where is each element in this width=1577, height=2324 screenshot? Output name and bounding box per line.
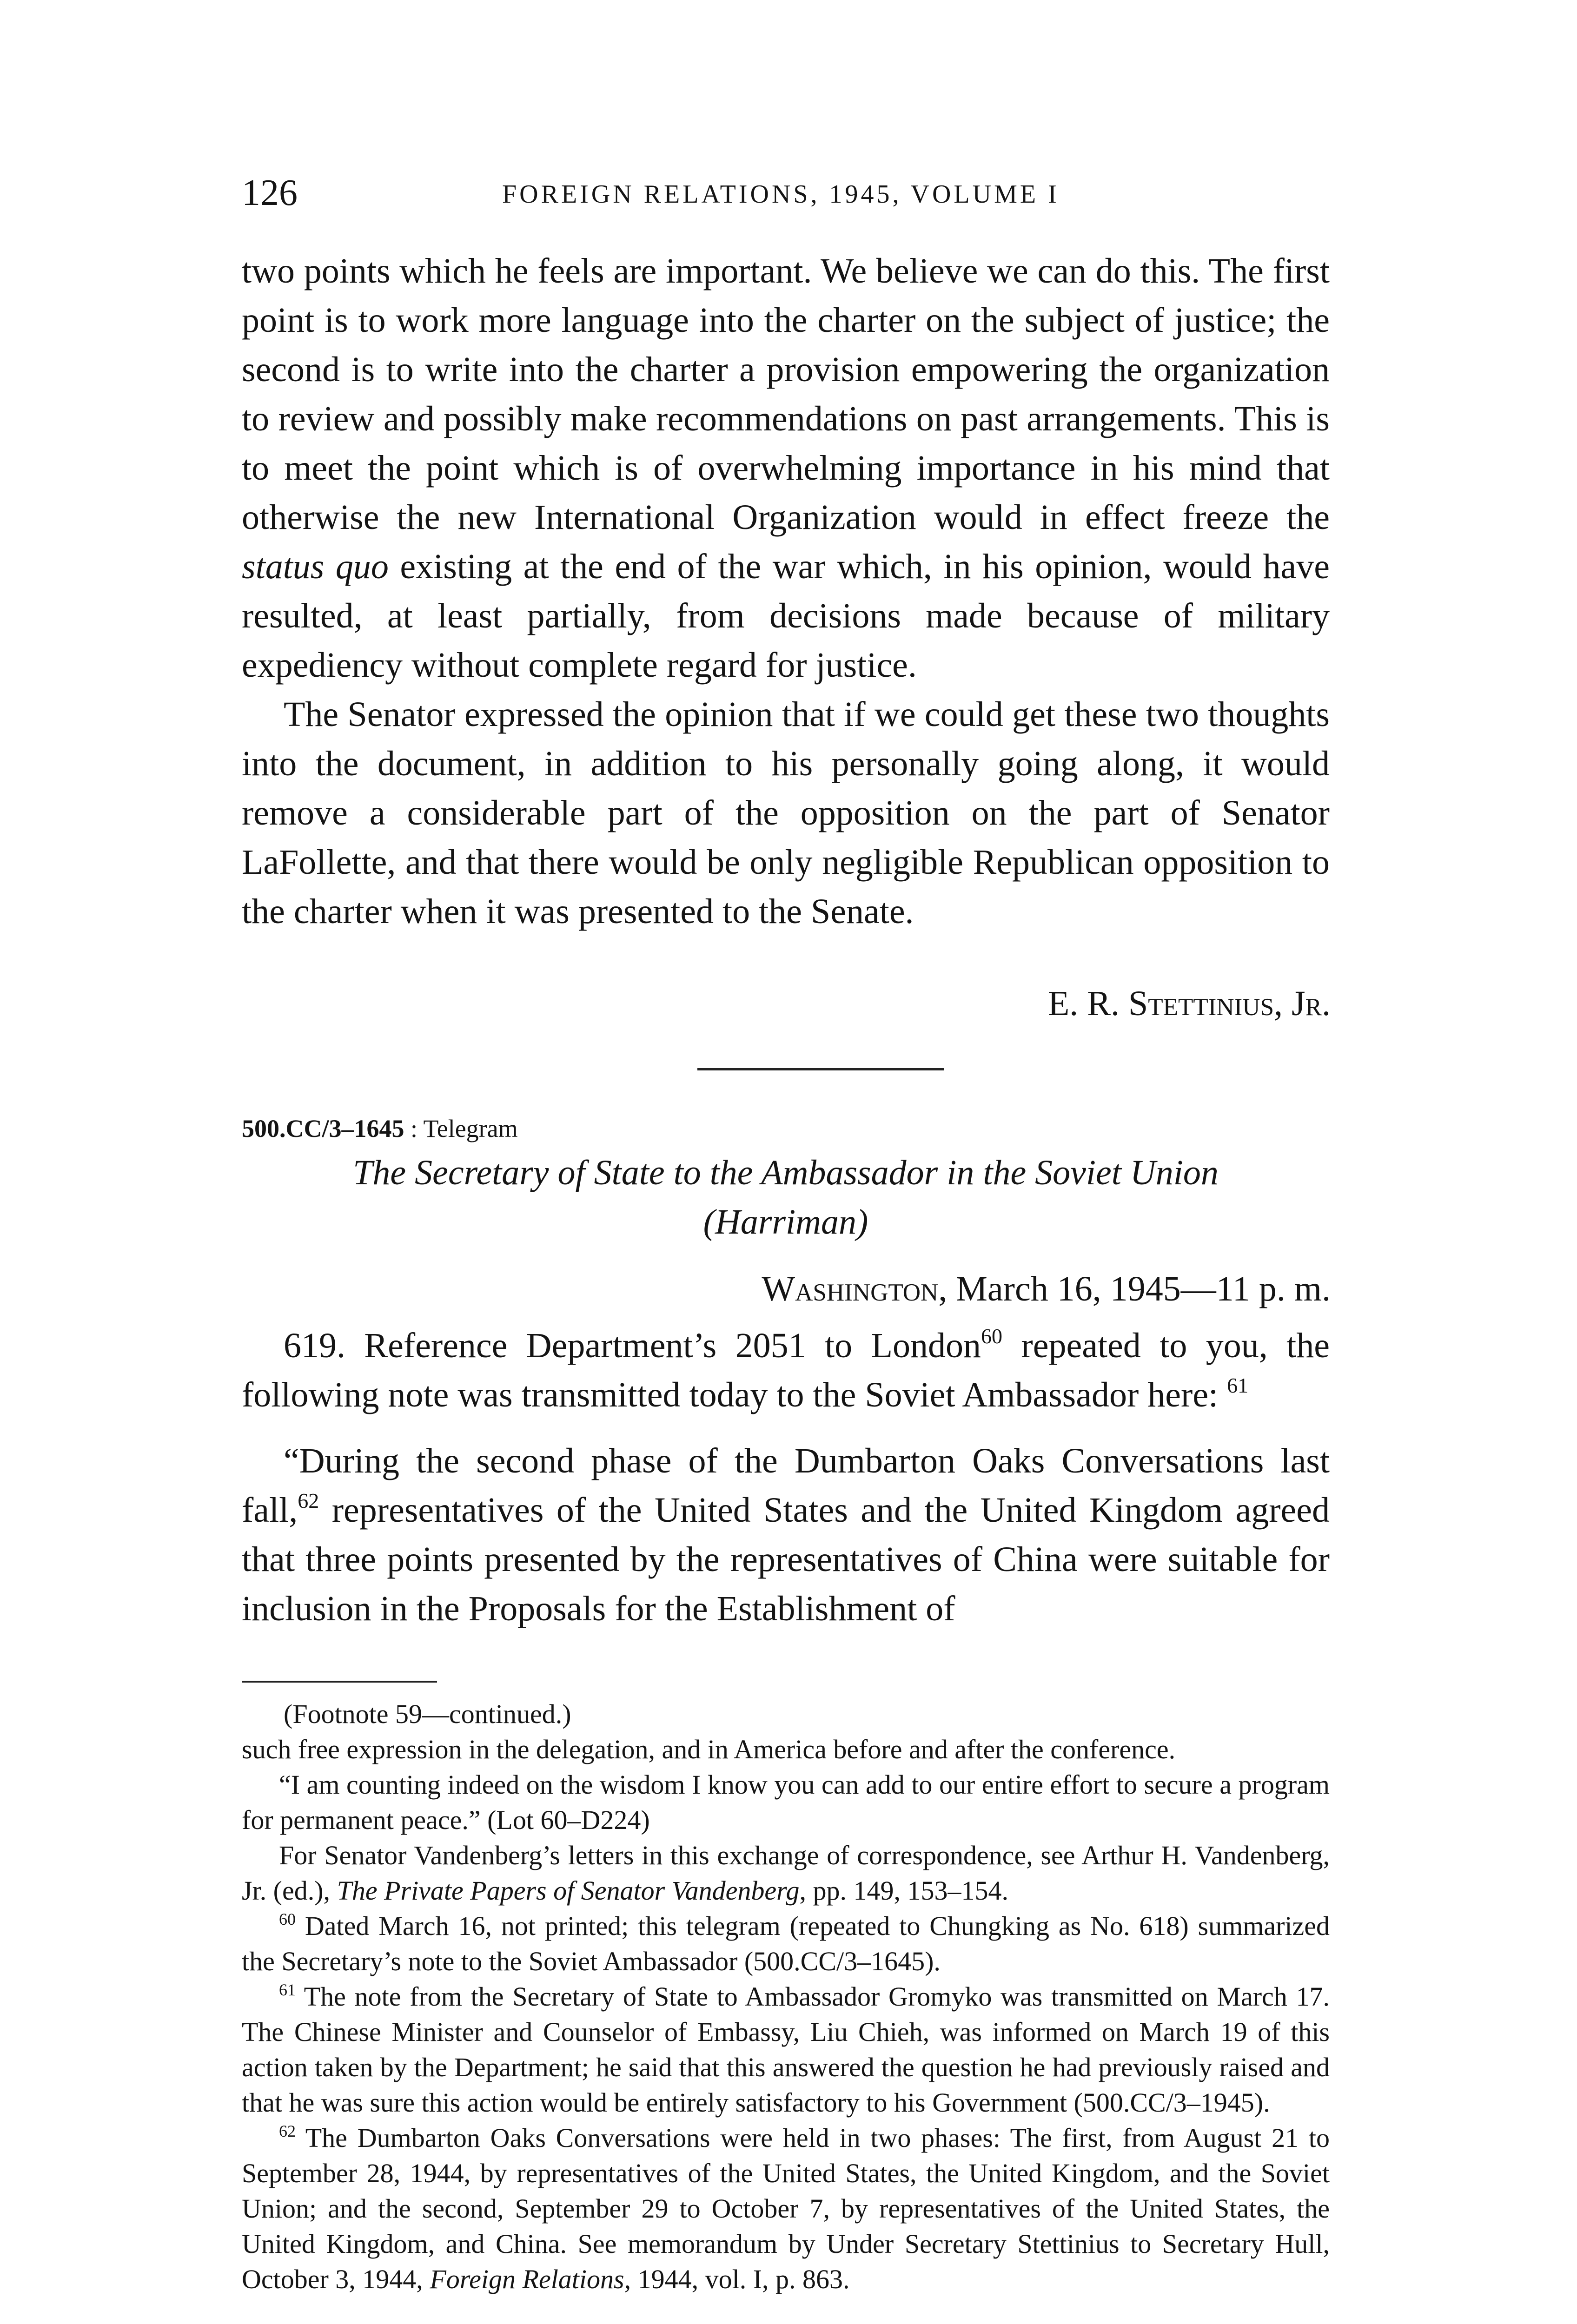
footnote-ref: 61 [1227,1373,1249,1397]
telegram-paragraph: 619. Reference Department’s 2051 to London$^{60}$ repeated to you, the following note was transmitted today to the Soviet Ambassador here: $^{61}$ [242,1324,1330,1414]
file-reference: 500.CC/3–1645 : Telegram [242,1115,518,1142]
footnotes [242,1697,1330,2297]
telegram-text [242,1321,1330,1633]
footnote-divider [242,1681,437,1683]
page-number: 126 [242,172,298,213]
footnote-61: $^{61}$ The note from the Secretary of State to Ambassador Gromyko was transmitted on March 17. The Chinese Minister and Counselor of Embassy, Liu Chieh, was informed on March 19 of this action taken by the Department; he said that this answered the question he had previously raised and that he was sure this action would be entirely satisfactory to his Government (500.CC/3–1945). [242,1981,1330,2118]
continued-memo-text [242,246,1330,936]
italic-phrase: status quo [242,547,389,586]
running-title: FOREIGN RELATIONS, 1945, VOLUME I [502,180,1060,209]
footnote-continued-label: (Footnote 59—continued.) [284,1699,571,1729]
memo-paragraph: The Senator expressed the opinion that if we could get these two thoughts into the document, in addition to his personally going along, it would remove a considerable part of the opposition on the part of Senator LaFollette, and that there would be only negligible Republican opposition to the charter when it was presented to the Senate. [242,695,1330,931]
memo-paragraph: two points which he feels are important. We believe we can do this. The first point is to work more language into the charter on the subject of justice; the second is to write into the charter a provision empowering the organization to review and possibly make recommendations on past arrangements. This is to meet the point which is of overwhelming importance in his mind that otherwise the new International Organization would in effect freeze the status quo existing at the end of the war which, in his opinion, would have resulted, at least partially, from decisions made because of military expediency without complete regard for justice. [242,251,1330,685]
footnote-text: For Senator Vandenberg’s letters in this exchange of correspondence, see Arthur H. Vandenberg, Jr. (ed.), The Private Papers of Senator Vandenberg, pp. 149, 153–154. [242,1840,1330,1906]
signature: E. R. Stettinius, Jr. [1047,984,1331,1023]
section-divider [697,1068,944,1070]
page-header [242,167,1330,218]
document-title: The Secretary of State to the Ambassador in the Soviet Union (Harriman) [353,1153,1219,1241]
telegram-paragraph: “During the second phase of the Dumbarton Oaks Conversations last fall,$^{62}$ representatives of the United States and the United Kingdom agreed that three points presented by the representatives of China were suitable for inclusion in the Proposals for the Establishment of [242,1441,1330,1628]
dateline: Washington, March 16, 1945—11 p. m. [762,1269,1331,1308]
footnote-text: such free expression in the delegation, and in America before and after the conference. [242,1734,1176,1764]
footnote-ref: 62 [298,1489,319,1512]
footnote-62: $^{62}$ The Dumbarton Oaks Conversations were held in two phases: The first, from August 21 to September 28, 1944, by representatives of the United States, the United Kingdom, and the Soviet Union; and the second, September 29 to October 7, by representatives of the United States, the United Kingdom, and China. See memorandum by Under Secretary Stettinius to Secretary Hull, October 3, 1944, Foreign Relations, 1944, vol. I, p. 863. [242,2122,1330,2294]
footnote-text: “I am counting indeed on the wisdom I know you can add to our entire effort to secure a program for permanent peace.” (Lot 60–D224) [242,1769,1330,1835]
footnote-ref: 60 [981,1324,1003,1348]
footnote-60: $^{60}$ Dated March 16, not printed; this telegram (repeated to Chungking as No. 618) summarized the Secretary’s note to the Soviet Ambassador (500.CC/3–1645). [242,1910,1330,1976]
